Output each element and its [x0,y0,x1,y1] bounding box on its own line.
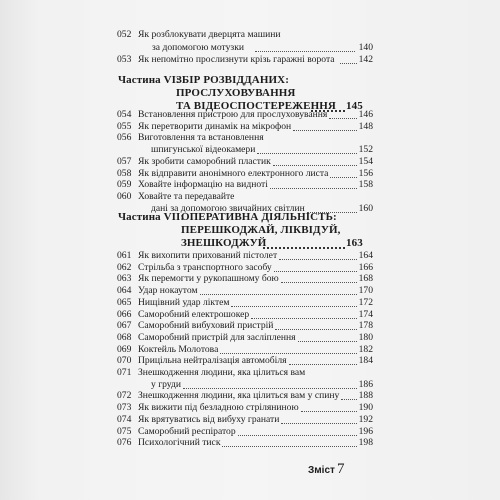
leader-dots [270,188,357,189]
entry-page: 192 [358,413,373,425]
leader-dots [183,388,357,389]
entry-number: 059 [117,179,132,191]
entry-page: 180 [358,331,373,343]
entry-number: 071 [117,367,132,378]
leader-dots [255,51,355,52]
part-title-line: ЗНЕШКОДЖУЙ [181,237,267,249]
entry-page: 156 [358,167,373,179]
entry-page: 170 [358,285,373,297]
entry-number: 073 [117,402,132,414]
leader-dots [298,341,357,342]
entry-title: Встановлення пристрою для прослуховування [138,109,328,120]
entry-page: 148 [358,120,373,132]
leader-dots [340,63,357,64]
entry-title: Як перетворити динамік на мікрофон [138,120,292,132]
leader-dots [222,446,356,447]
entry-title: Саморобний респіратор [138,425,236,437]
entry-title: Як вихопити прихований пістолет [138,250,278,261]
entry-number: 065 [117,296,132,308]
entry-page: 174 [358,308,373,320]
leader-dots [220,353,356,354]
entry-page: 188 [358,390,373,402]
entry-page: 142 [358,54,373,65]
entry-title: Ховайте та передавайте [138,190,235,202]
section-name: Зміст [308,465,335,476]
entry-number: 068 [117,331,132,343]
entry-number: 062 [117,261,132,273]
entry-number: 057 [117,155,132,167]
entry-number: 058 [117,167,132,179]
entry-number: 067 [117,320,132,332]
entry-title: Стрільба з транспортного засобу [138,261,272,273]
entry-title: Як зробити саморобний пластик [138,155,271,167]
entry-title: Знешкодження людини, яка цілиться вам у спину [138,390,340,402]
entry-page: 154 [358,155,373,167]
entry-number: 063 [117,273,132,285]
entry-page: 168 [358,273,373,285]
leader-dots [279,259,356,260]
entry-page: 196 [358,425,373,437]
leader-dots [274,271,357,272]
entry-title: Прицільна нейтралізація автомобіля [138,355,287,367]
entry-page: 152 [358,144,373,156]
part-6-heading [118,74,378,114]
entry-number: 054 [117,109,132,120]
leader-dots [301,411,357,412]
entry-number: 072 [117,390,132,402]
entry-page: 140 [358,42,373,53]
leader-dots [281,282,357,283]
entry-page: 198 [358,437,373,449]
part-label: Частина VII: [118,211,185,223]
entry-page: 178 [358,320,373,332]
entry-page: 160 [358,202,373,214]
part-page: 163 [346,237,363,249]
part-title-line: ОПЕРАТИВНА ДІЯЛЬНІСТЬ: [181,211,337,223]
leader-dots [293,130,356,131]
entry-number: 055 [117,120,132,132]
entry-number: 053 [117,54,132,65]
part-7-heading [118,211,378,251]
entry-title-continued: шпигунської відеокамери [151,144,256,156]
entry-title-continued: за допомогою мотузки [152,42,244,53]
entry-page: 158 [358,179,373,191]
entry-title: Психологічний тиск [138,437,221,449]
leader-dots [263,247,345,249]
leader-dots [329,118,356,119]
entry-title: Знешкодження людини, яка цілиться вам [138,367,306,378]
page-number: 7 [337,461,345,477]
entry-title: Як розблокувати дверцята машини [138,29,281,40]
entry-number: 069 [117,343,132,355]
entry-page: 190 [358,402,373,414]
entry-page: 182 [358,343,373,355]
entry-number: 052 [117,29,132,40]
leader-dots [330,177,356,178]
entry-number: 076 [117,437,132,449]
entry-page: 184 [358,355,373,367]
entry-number: 074 [117,413,132,425]
entry-page: 172 [358,296,373,308]
entry-number: 075 [117,425,132,437]
entry-title: Як непомітно прослизнути крізь гаражні ворота [138,54,335,65]
part-title-line: ПЕРЕШКОДЖАЙ, ЛІКВІДУЙ, [181,224,341,236]
entry-title: Як вижити під безладною стріляниною [138,402,299,414]
leader-dots [238,435,357,436]
leader-dots [289,364,357,365]
entry-title: Саморобний пристрій для засліплення [138,331,296,343]
entry-title: Ховайте інформацію на видноті [138,179,268,191]
entry-number: 064 [117,285,132,297]
part-title-line: ЗБІР РОЗВІДДАНИХ: [176,74,289,86]
entry-title: Як врятуватись від вибуху гранати [138,413,280,425]
entry-number: 070 [117,355,132,367]
leader-dots [200,294,357,295]
entry-title: Саморобний вибуховий пристрій [138,320,274,332]
leader-dots [231,306,356,307]
leader-dots [257,153,356,154]
entry-page: 166 [358,261,373,273]
entry-title-continued: у груди [151,378,182,390]
entry-title-continued: дані за допомогою звичайних світлин [151,202,305,214]
entry-title: Як перемогти у рукопашному бою [138,273,279,285]
entry-number: 061 [117,250,132,261]
part-page: 145 [346,100,363,112]
entry-number: 056 [117,132,132,144]
entry-title: Як відправити анонімного електронного листа [138,167,329,179]
leader-dots [273,165,357,166]
entry-title: Коктейль Молотова [138,343,219,355]
entry-title: Удар нокаутом [138,285,198,297]
entry-page: 164 [358,250,373,261]
entry-number: 066 [117,308,132,320]
leader-dots [275,329,356,330]
entry-page: 186 [358,378,373,390]
entry-number: 060 [117,190,132,202]
entry-title: Виготовлення та встановлення [138,132,264,144]
entry-page: 146 [358,109,373,120]
part-title-line: ТА ВІДЕОСПОСТЕРЕЖЕННЯ [176,100,336,112]
part-title-line: ПРОСЛУХОВУВАННЯ [176,87,296,99]
part-label: Частина VI: [118,74,180,86]
leader-dots [341,399,356,400]
entry-title: Нищівний удар ліктем [138,296,230,308]
leader-dots [251,318,356,319]
leader-dots [281,423,356,424]
entry-title: Саморобний електрошокер [138,308,250,320]
